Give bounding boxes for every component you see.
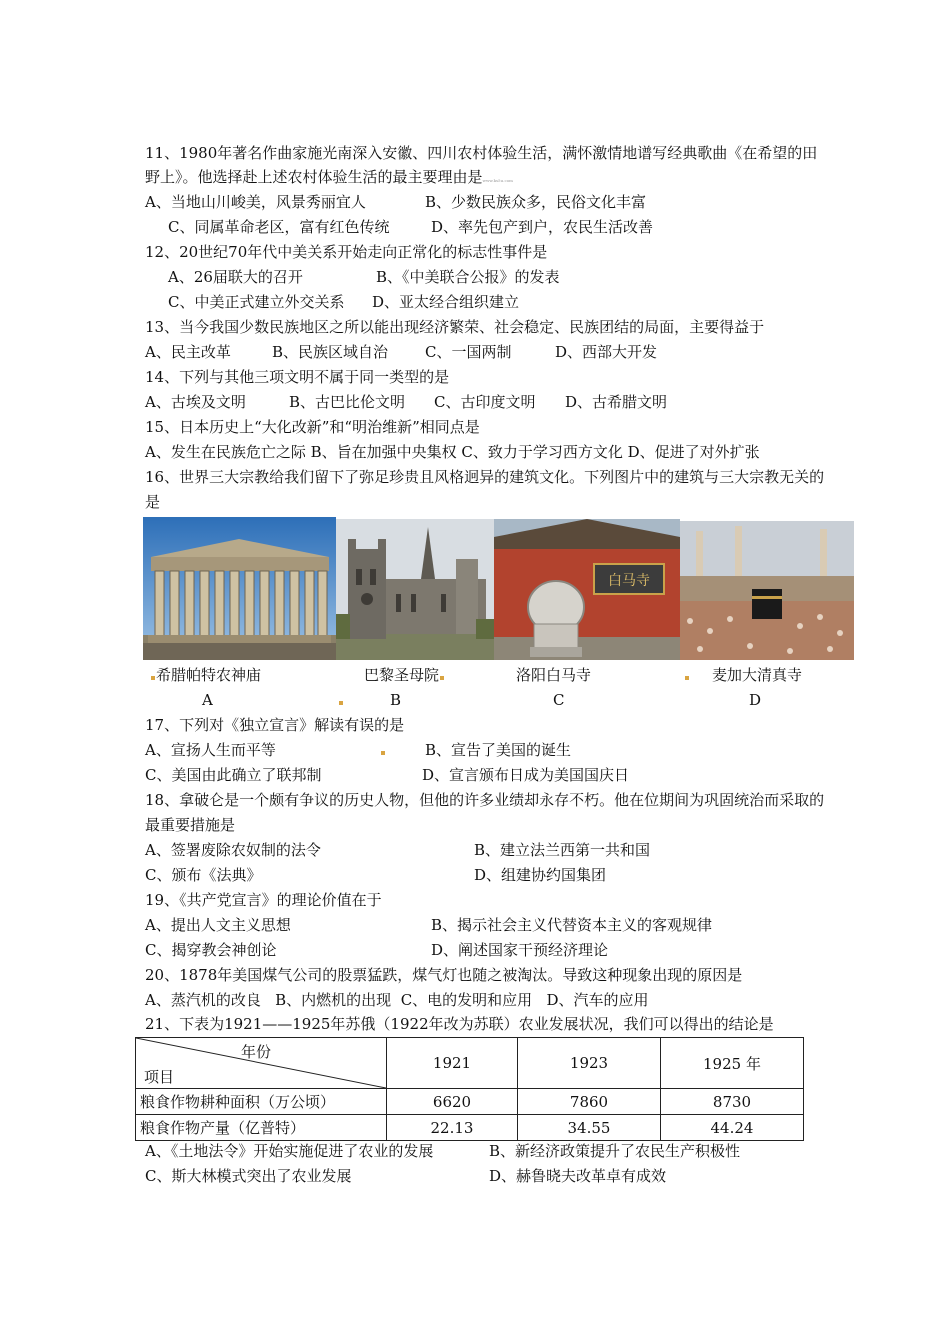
q13-option-b[interactable]: B、民族区域自治 bbox=[272, 343, 389, 361]
q17-mark bbox=[380, 740, 386, 760]
q14-stem: 14、下列与其他三项文明不属于同一类型的是 bbox=[145, 368, 450, 386]
q17-stem: 17、下列对《独立宣言》解读有误的是 bbox=[145, 716, 405, 734]
q20-stem: 20、1878年美国煤气公司的股票猛跌，煤气灯也随之被淘汰。导致这种现象出现的原因是 bbox=[145, 966, 743, 984]
table-cell: 44.24 bbox=[661, 1115, 804, 1141]
q19-option-b[interactable]: B、揭示社会主义代替资本主义的客观规律 bbox=[431, 916, 713, 934]
q18-option-b[interactable]: B、建立法兰西第一共和国 bbox=[474, 841, 651, 859]
q17-option-b[interactable]: B、宣告了美国的诞生 bbox=[425, 741, 572, 759]
caption-b-text: 巴黎圣母院 bbox=[364, 666, 440, 684]
q11-option-d[interactable]: D、率先包产到户，农民生活改善 bbox=[431, 218, 654, 236]
table-row bbox=[136, 1089, 804, 1115]
q21-option-d[interactable]: D、赫鲁晓夫改革卓有成效 bbox=[489, 1167, 667, 1185]
option-letter-b-text: B bbox=[390, 691, 402, 709]
white-horse-temple-image bbox=[494, 519, 680, 660]
q18-option-a[interactable]: A、签署废除农奴制的法令 bbox=[145, 841, 321, 859]
mark-dot bbox=[151, 676, 155, 680]
option-letter-d[interactable]: D bbox=[749, 691, 762, 709]
mark-dot bbox=[440, 676, 444, 680]
agriculture-table bbox=[135, 1037, 804, 1141]
q12-stem: 12、20世纪70年代中美关系开始走向正常化的标志性事件是 bbox=[145, 243, 548, 261]
row-label: 粮食作物耕种面积（万公顷） bbox=[136, 1089, 387, 1115]
q17-option-d[interactable]: D、宣言颁布日成为美国国庆日 bbox=[422, 766, 630, 784]
q19-option-a[interactable]: A、提出人文主义思想 bbox=[145, 916, 291, 934]
row-label: 粮食作物产量（亿普特） bbox=[136, 1115, 387, 1141]
q17-option-c[interactable]: C、美国由此确立了联邦制 bbox=[145, 766, 322, 784]
caption-a-text: 希腊帕特农神庙 bbox=[156, 666, 262, 684]
q19-stem: 19、《共产党宣言》的理论价值在于 bbox=[145, 891, 382, 909]
header-item-label: 项目 bbox=[144, 1068, 175, 1086]
q12-option-c[interactable]: C、中美正式建立外交关系 bbox=[168, 293, 345, 311]
q17-option-a[interactable]: A、宣扬人生而平等 bbox=[145, 741, 276, 759]
q12-option-b[interactable]: B、《中美联合公报》的发表 bbox=[376, 268, 560, 286]
year-cell: 1923 bbox=[518, 1038, 661, 1089]
q15-options[interactable]: A、发生在民族危亡之际 B、旨在加强中央集权 C、致力于学习西方文化 D、促进了对外扩张 bbox=[145, 443, 760, 461]
q14-option-b[interactable]: B、古巴比伦文明 bbox=[289, 393, 406, 411]
q11-option-c[interactable]: C、同属革命老区，富有红色传统 bbox=[168, 218, 390, 236]
table-corner-cell bbox=[136, 1038, 387, 1089]
q21-option-a[interactable]: A、《土地法令》开始实施促进了农业的发展 bbox=[145, 1142, 434, 1160]
q21-stem: 21、下表为1921——1925年苏俄（1922年改为苏联）农业发展状况，我们可以得出的结论是 bbox=[145, 1015, 774, 1033]
q13-option-a[interactable]: A、民主改革 bbox=[145, 343, 231, 361]
caption-d bbox=[684, 665, 802, 685]
q21-option-c[interactable]: C、斯大林模式突出了农业发展 bbox=[145, 1167, 352, 1185]
mark-dot bbox=[685, 676, 689, 680]
q11-option-a[interactable]: A、当地山川峻美，风景秀丽宜人 bbox=[145, 193, 366, 211]
caption-a bbox=[150, 665, 261, 685]
q18-option-d[interactable]: D、组建协约国集团 bbox=[474, 866, 607, 884]
table-cell: 22.13 bbox=[387, 1115, 518, 1141]
mark-dot bbox=[381, 751, 385, 755]
q13-option-d[interactable]: D、西部大开发 bbox=[555, 343, 658, 361]
q15-stem: 15、日本历史上“大化改新”和“明治维新”相同点是 bbox=[145, 418, 480, 436]
q18-line1: 18、拿破仑是一个颇有争议的历史人物，但他的许多业绩却永存不朽。他在位期间为巩固统治而采取的 bbox=[145, 791, 825, 809]
table-cell: 8730 bbox=[661, 1089, 804, 1115]
q20-options[interactable]: A、蒸汽机的改良 B、内燃机的出现 C、电的发明和应用 D、汽车的应用 bbox=[145, 991, 649, 1009]
q19-option-d[interactable]: D、阐述国家干预经济理论 bbox=[431, 941, 609, 959]
header-year-label: 年份 bbox=[241, 1043, 272, 1061]
year-cell: 1925 年 bbox=[661, 1038, 804, 1089]
option-letter-a[interactable]: A bbox=[202, 691, 213, 709]
q11-line2-text: 野上》。他选择赴上述农村体验生活的最主要理由是 bbox=[145, 168, 483, 186]
year-cell: 1921 bbox=[387, 1038, 518, 1089]
q16-line1: 16、世界三大宗教给我们留下了弥足珍贵且风格迥异的建筑文化。下列图片中的建筑与三大宗教无关的 bbox=[145, 468, 825, 486]
mecca-mosque-image bbox=[680, 521, 854, 660]
table-header-row bbox=[136, 1038, 804, 1089]
q11-option-b[interactable]: B、少数民族众多，民俗文化丰富 bbox=[425, 193, 647, 211]
q11-line1: 11、1980年著名作曲家施光南深入安徽、四川农村体验生活，满怀激情地谱写经典歌曲《在希望的田 bbox=[145, 144, 818, 162]
caption-c: 洛阳白马寺 bbox=[516, 666, 592, 684]
q12-option-a[interactable]: A、26届联大的召开 bbox=[168, 268, 303, 286]
q11-line2 bbox=[145, 167, 513, 191]
caption-b bbox=[364, 665, 445, 685]
q11-watermark: www.ks5u.com bbox=[482, 178, 513, 183]
table-cell: 6620 bbox=[387, 1089, 518, 1115]
table-cell: 34.55 bbox=[518, 1115, 661, 1141]
table-cell: 7860 bbox=[518, 1089, 661, 1115]
q13-option-c[interactable]: C、一国两制 bbox=[425, 343, 512, 361]
parthenon-image bbox=[143, 517, 336, 660]
option-letter-c[interactable]: C bbox=[553, 691, 565, 709]
option-letter-b[interactable] bbox=[338, 690, 401, 710]
q19-option-c[interactable]: C、揭穿教会神创论 bbox=[145, 941, 277, 959]
q14-option-a[interactable]: A、古埃及文明 bbox=[145, 393, 246, 411]
q12-option-d[interactable]: D、亚太经合组织建立 bbox=[372, 293, 520, 311]
mark-dot bbox=[339, 701, 343, 705]
q18-option-c[interactable]: C、颁布《法典》 bbox=[145, 866, 262, 884]
q14-option-c[interactable]: C、古印度文明 bbox=[434, 393, 536, 411]
q18-line2: 最重要措施是 bbox=[145, 816, 236, 834]
q16-line2: 是 bbox=[145, 493, 161, 511]
temple-sign-text: 白马寺 bbox=[608, 573, 650, 589]
q21-option-b[interactable]: B、新经济政策提升了农民生产积极性 bbox=[489, 1142, 741, 1160]
q13-stem: 13、当今我国少数民族地区之所以能出现经济繁荣、社会稳定、民族团结的局面，主要得益于 bbox=[145, 318, 765, 336]
notre-dame-image bbox=[336, 519, 494, 660]
caption-d-text: 麦加大清真寺 bbox=[712, 666, 803, 684]
q14-option-d[interactable]: D、古希腊文明 bbox=[565, 393, 668, 411]
table-row bbox=[136, 1115, 804, 1141]
